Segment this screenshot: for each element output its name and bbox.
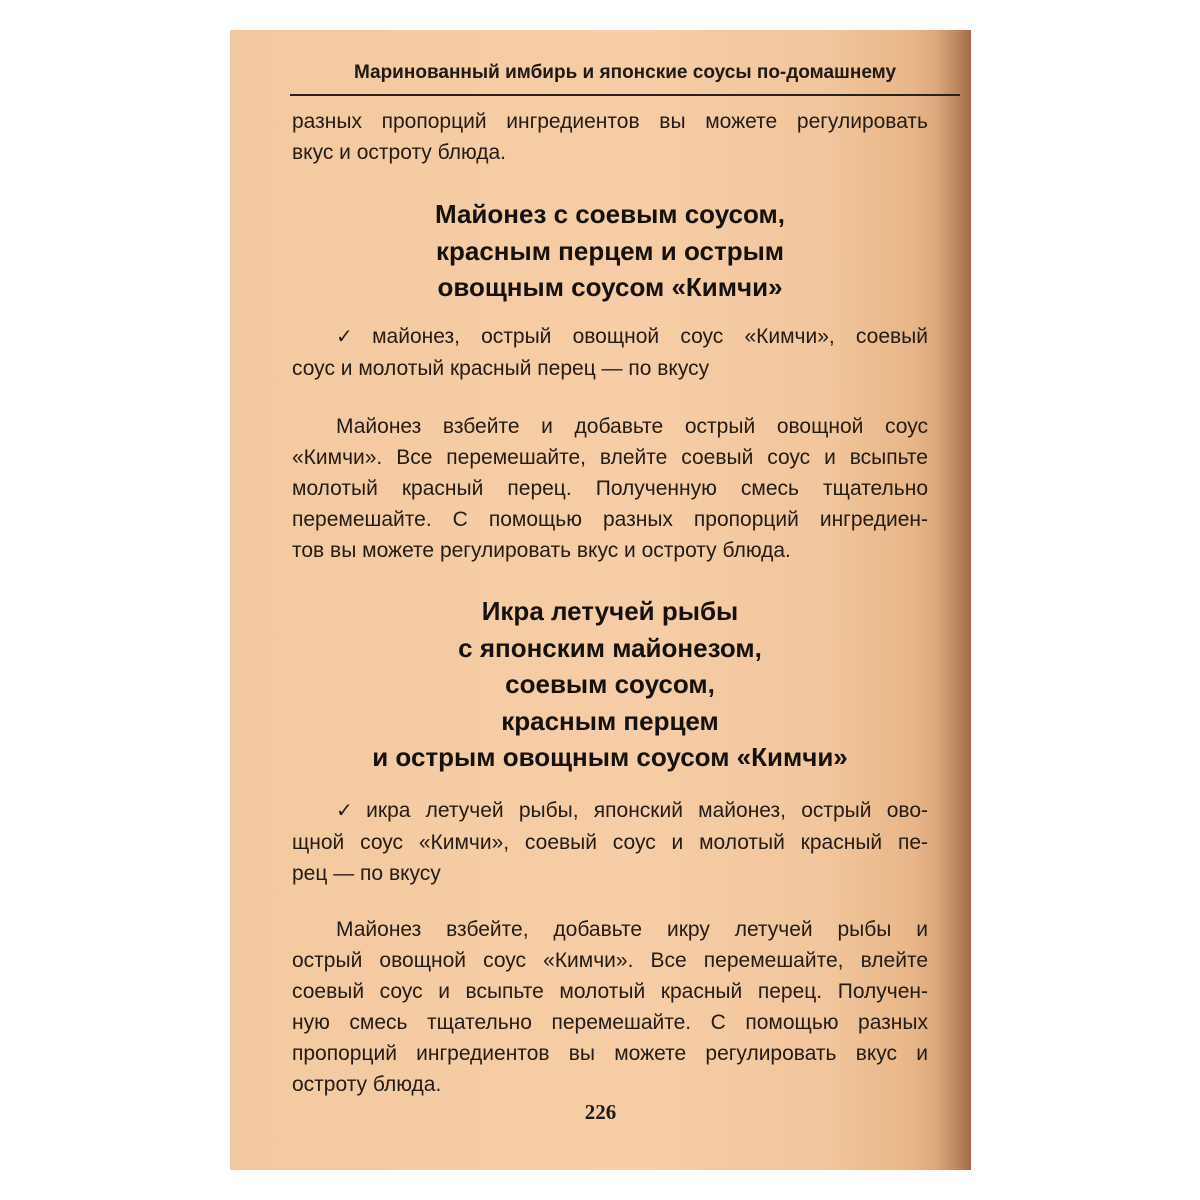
recipe2-ingredients-line: рец — по вкусу <box>292 862 441 885</box>
recipe1-ingredients-line: соус и молотый красный перец — по вкусу <box>292 357 710 380</box>
recipe2-ingredients-text: икра летучей рыбы, японский майонез, острый ово- <box>366 799 928 822</box>
recipe2-method-line: соевый соус и всыпьте молотый красный перец. Получен- <box>292 980 928 1003</box>
intro-line: разных пропорций ингредиентов вы можете регулировать <box>292 110 928 133</box>
recipe2-ingredients-line: щной соус «Кимчи», соевый соус и молотый красный пе- <box>292 831 928 854</box>
recipe2-method-line: остроту блюда. <box>292 1073 442 1096</box>
recipe2-title-line: Икра летучей рыбы <box>481 596 739 626</box>
recipe2-method-line: Майонез взбейте, добавьте икру летучей рыбы и <box>336 918 928 941</box>
recipe1-method-line: перемешайте. С помощью разных пропорций ингредиен- <box>292 508 928 531</box>
recipe2-title-line: соевым соусом, <box>505 669 715 700</box>
page-number: 226 <box>584 1100 617 1124</box>
checkmark-icon: ✓ <box>336 800 363 822</box>
recipe1-method-line: молотый красный перец. Полученную смесь тщательно <box>292 477 928 500</box>
recipe1-method-line: Майонез взбейте и добавьте острый овощной соус <box>336 415 928 438</box>
recipe2-title <box>292 593 928 776</box>
checkmark-icon: ✓ <box>336 326 369 348</box>
recipe1-title-line: овощным соусом «Кимчи» <box>437 272 783 303</box>
recipe1-method <box>292 411 928 566</box>
recipe2-ingredients-line <box>292 795 928 827</box>
recipe1-title-line: красным перцем и острым <box>435 235 785 266</box>
recipe2-title-line: красным перцем <box>501 705 719 736</box>
recipe1-ingredients <box>292 321 928 384</box>
page-gutter-shadow <box>937 30 971 1170</box>
recipe1-title-line: Майонез с соевым соусом, <box>434 199 785 229</box>
running-head: Маринованный имбирь и японские соусы по-домашнему <box>290 58 960 96</box>
recipe2-method <box>292 914 928 1100</box>
recipe2-method-line: ную смесь тщательно перемешайте. С помощью разных <box>292 1011 928 1034</box>
recipe2-ingredients <box>292 795 928 889</box>
recipe1-ingredients-line <box>292 321 928 353</box>
book-page <box>230 30 971 1170</box>
recipe2-method-line: пропорций ингредиентов вы можете регулировать вкус и <box>292 1042 928 1065</box>
recipe1-title <box>292 196 928 306</box>
recipe1-method-line: «Кимчи». Все перемешайте, влейте соевый соус и всыпьте <box>292 446 928 469</box>
recipe1-method-line: тов вы можете регулировать вкус и остроту блюда. <box>292 539 791 562</box>
recipe2-method-line: острый овощной соус «Кимчи». Все перемешайте, влейте <box>292 949 928 972</box>
recipe1-ingredients-text: майонез, острый овощной соус «Кимчи», соевый <box>372 325 928 348</box>
intro-paragraph <box>292 106 928 168</box>
recipe2-title-line: с японским майонезом, <box>458 632 762 663</box>
intro-line: вкус и остроту блюда. <box>292 141 507 164</box>
recipe2-title-line: и острым овощным соусом «Кимчи» <box>372 742 848 773</box>
